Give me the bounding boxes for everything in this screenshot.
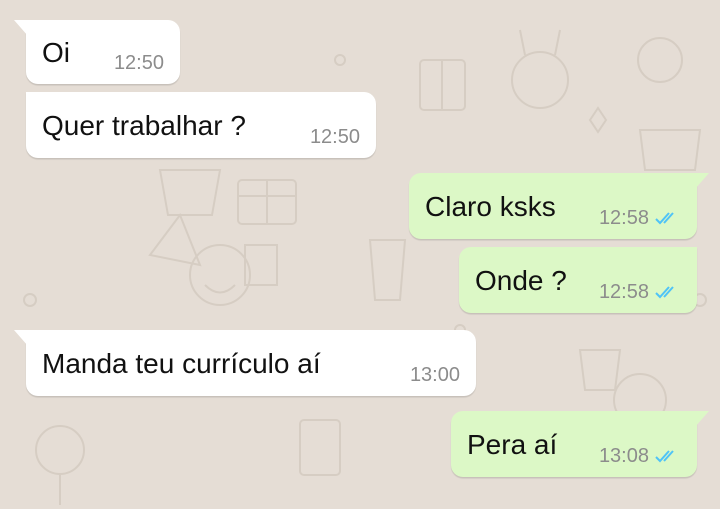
- popcorn-box-doodle: [370, 240, 405, 300]
- smiley-doodle: [190, 245, 250, 305]
- message-meta: [410, 364, 460, 386]
- confetti-doodle-2: [335, 55, 345, 65]
- message-meta: [599, 445, 681, 467]
- cake-doodle: [160, 170, 220, 215]
- drink-doodle: [300, 420, 340, 475]
- cat-doodle: [638, 38, 682, 82]
- star-doodle-2: [590, 108, 606, 132]
- message-meta: [114, 52, 164, 74]
- message-text: Manda teu currículo aí: [42, 348, 321, 379]
- double-check-read-icon: [655, 284, 681, 300]
- message-meta: [599, 281, 681, 303]
- party-hat-doodle: [150, 215, 200, 265]
- message-time: 12:58: [598, 281, 649, 303]
- popcorn-doodle-2: [580, 350, 620, 390]
- confetti-doodle-3: [24, 294, 36, 306]
- message-text: Onde ?: [475, 265, 567, 296]
- double-check-read-icon: [655, 448, 681, 464]
- bubble-tail: [695, 173, 709, 189]
- message-time: 12:58: [598, 207, 649, 229]
- message-bubble-outgoing[interactable]: [451, 411, 697, 477]
- message-text: Claro ksks: [425, 191, 556, 222]
- message-text: Quer trabalhar ?: [42, 110, 246, 141]
- balloon-doodle: [36, 426, 84, 474]
- bunny-face-doodle: [512, 52, 568, 108]
- message-bubble-incoming[interactable]: [26, 20, 180, 84]
- bubble-tail: [695, 411, 709, 427]
- message-bubble-incoming[interactable]: [26, 330, 476, 396]
- bubble-tail: [14, 330, 28, 346]
- message-bubble-outgoing[interactable]: [459, 247, 697, 313]
- message-meta: [310, 126, 360, 148]
- message-text: Pera aí: [467, 429, 558, 460]
- message-bubble-outgoing[interactable]: [409, 173, 697, 239]
- message-time: 13:00: [409, 364, 460, 386]
- smiley-mouth-doodle: [205, 285, 235, 293]
- bubble-tail: [14, 20, 28, 36]
- message-time: 12:50: [113, 52, 164, 74]
- message-meta: [599, 207, 681, 229]
- gift-ribbon-doodle: [238, 180, 296, 224]
- message-time: 13:08: [598, 445, 649, 467]
- message-bubble-incoming[interactable]: [26, 92, 376, 158]
- cake-doodle-2: [640, 130, 700, 170]
- message-time: 12:50: [309, 126, 360, 148]
- double-check-read-icon: [655, 210, 681, 226]
- message-text: Oi: [42, 37, 70, 68]
